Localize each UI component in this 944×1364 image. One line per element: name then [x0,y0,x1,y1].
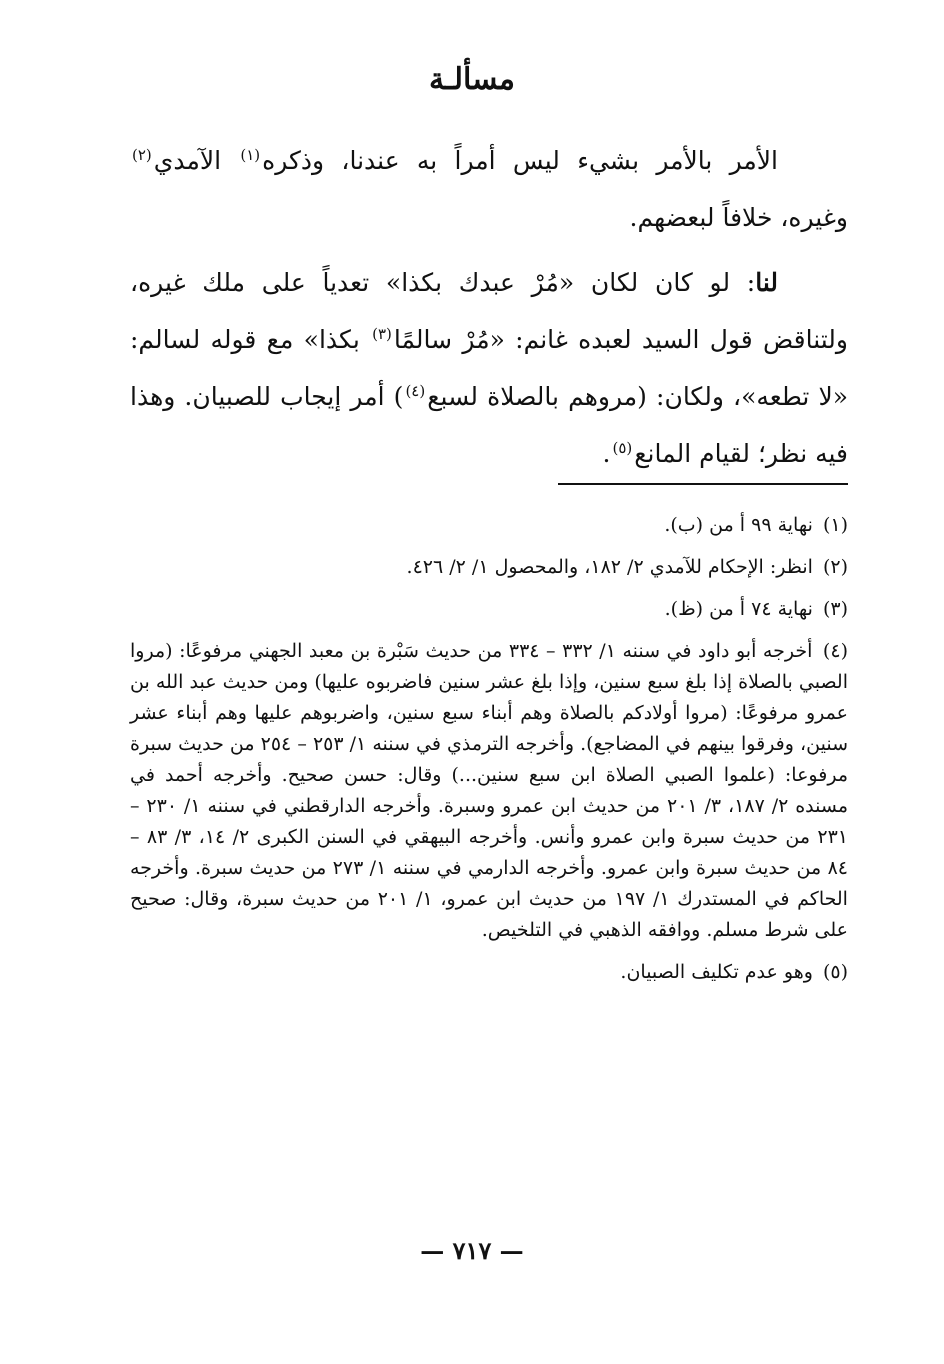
p2-text-2: بكذا» مع قوله لسالم: «لا تطعه»، ولكان: (مروهم بالصلاة لسبع [130,325,849,411]
footnote-number: (٤) [822,640,848,662]
page-title: مسألـة [429,62,515,97]
footnote-ref-3[interactable]: (٣) [372,324,392,343]
paragraph-2 [130,254,848,482]
paragraph-1 [130,132,848,246]
p2-text-1: : لو كان لكان «مُرْ عبدك بكذا» تعدياً على ملك غيره، ولتناقض قول السيد لعبده غانم: «مُرْ سالمًا [130,268,848,354]
footnotes [130,510,848,999]
footnote-text: نهاية ٩٩ أ من (ب). [664,514,813,536]
page-number: — ٧١٧ — [420,1236,524,1265]
p2-text-4: . [602,439,611,468]
p1-text-3: وغيره، خلافاً لبعضهم. [629,203,848,232]
footnote-number: (٢) [822,556,848,578]
p1-text-1: الأمر بالأمر بشيء ليس أمراً به عندنا، وذكره [262,146,778,175]
footnote-ref-5[interactable]: (٥) [612,438,633,457]
footnote-number: (٥) [822,961,848,983]
footnote-4 [130,636,848,946]
footnote-text: وهو عدم تكليف الصبيان. [620,961,813,983]
footnote-separator [558,483,848,485]
footnote-ref-1[interactable]: (١) [240,145,261,164]
footnote-text: انظر: الإحكام للآمدي ٢/ ١٨٢، والمحصول ١/ ٢/ ٤٢٦. [406,556,813,578]
footnote-1 [130,510,848,541]
p2-lead-word: لنا [755,268,778,297]
footnote-number: (٣) [822,598,848,620]
p2-text-3: ) أمر إيجاب للصبيان. وهذا فيه نظر؛ لقيام المانع [130,382,848,468]
footnote-5 [130,957,848,988]
footnote-ref-4[interactable]: (٤) [405,381,426,400]
p1-text-2: الآمدي [153,146,239,175]
footnote-text: أخرجه أبو داود في سننه ١/ ٣٣٢ – ٣٣٤ من حديث سَبْرة بن معبد الجهني مرفوعًا: (مروا الصبي بالصلاة إذا بلغ سبع سنين، وإذا بلغ عشر سنين فاضربوه عليها) ومن حديث عبد الله بن عمرو مرفوعًا: (مروا أولادكم بالصلاة وهم أبناء سبع سنين، واضربوهم عليها وهم أبناء عشر سنين، وفرقوا بينهم في المضاجع). وأخرجه الترمذي في سننه ١/ ٢٥٣ – ٢٥٤ من حديث سبرة مرفوعا: (علموا الصبي الصلاة ابن سبع سنين...) وقال: حسن صحيح. وأخرجه أحمد في مسنده ٢/ ١٨٧، ٣/ ٢٠١ من حديث ابن عمرو وسبرة. وأخرجه الدارقطني في سننه ١/ ٢٣٠ – ٢٣١ من حديث سبرة وابن عمرو وأنس. وأخرجه البيهقي في السنن الكبرى ٢/ ١٤، ٣/ ٨٣ – ٨٤ من حديث سبرة وابن عمرو. وأخرجه الدارمي في سننه ١/ ٢٧٣ من حديث سبرة. وأخرجه الحاكم في المستدرك ١/ ١٩٧ من حديث ابن عمرو، ١/ ٢٠١ من حديث سبرة، وقال: صحيح على شرط مسلم. ووافقه الذهبي في التلخيص. [130,640,849,941]
footnote-number: (١) [822,514,848,536]
footnote-3 [130,594,848,625]
footnote-text: نهاية ٧٤ أ من (ظ). [664,598,813,620]
footnote-ref-2[interactable]: (٢) [132,145,152,164]
footnote-2 [130,552,848,583]
main-text [130,132,848,490]
